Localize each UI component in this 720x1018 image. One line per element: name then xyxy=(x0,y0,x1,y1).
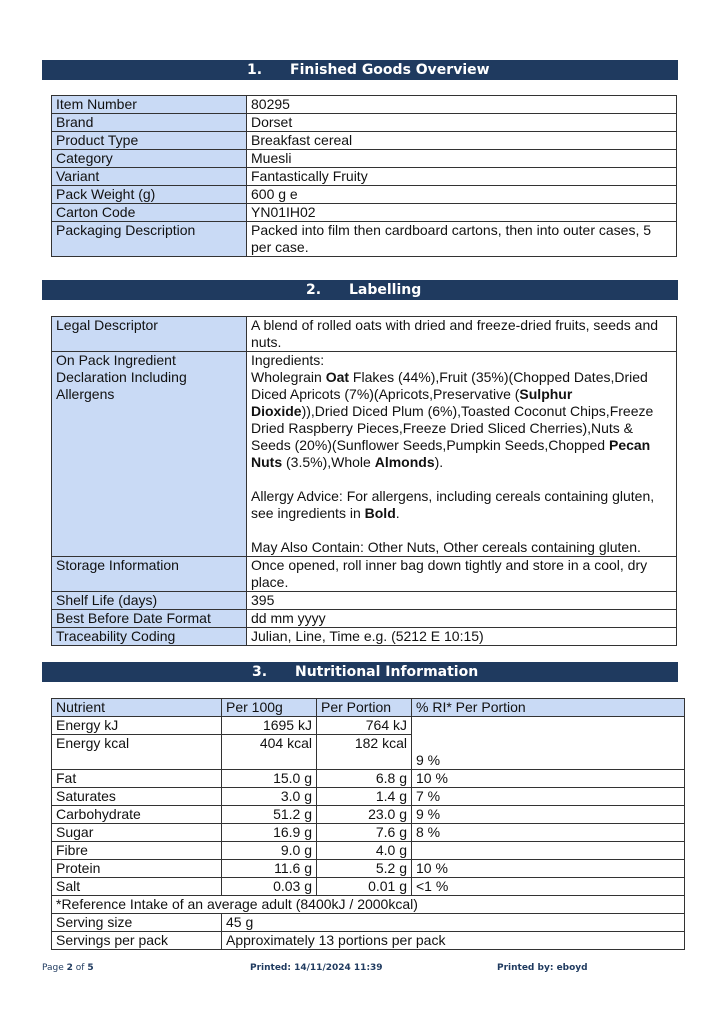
table-header-row xyxy=(52,699,685,717)
ri-value: 9 % xyxy=(412,806,685,824)
total-pages: 5 xyxy=(87,963,94,973)
current-page: 2 xyxy=(66,963,73,973)
table-row xyxy=(52,932,685,950)
ingredient-text: )),Dried Diced Plum (6%),Toasted Coconut Chips,Freeze Dried Raspberry Pieces,Freeze Dried Sliced Cherries),Nuts & Seeds (20%)(Sunflower Seeds,Pumpkin Seeds,Chopped xyxy=(251,403,654,453)
table-row xyxy=(52,806,685,824)
nutrient-name: Sugar xyxy=(52,824,222,842)
page-prefix: Page xyxy=(42,963,67,973)
best-before-label: Best Before Date Format xyxy=(52,610,247,628)
table-row xyxy=(52,114,677,132)
printed-date xyxy=(250,963,383,973)
packaging-value: Packed into film then cardboard cartons, then into outer cases, 5 per case. xyxy=(247,222,677,257)
packaging-label: Packaging Description xyxy=(52,222,247,257)
section-number: 2. xyxy=(306,282,322,298)
table-row xyxy=(52,186,677,204)
section-title: Finished Goods Overview xyxy=(290,62,490,78)
per-100g-value: 16.9 g xyxy=(222,824,317,842)
per-portion-value: 6.8 g xyxy=(317,770,412,788)
per-portion-value: 764 kJ xyxy=(317,717,412,735)
category-label: Category xyxy=(52,150,247,168)
section-number: 1. xyxy=(247,62,263,78)
serving-size-value: 45 g xyxy=(222,914,685,932)
table-row xyxy=(52,788,685,806)
nutrient-name: Protein xyxy=(52,860,222,878)
ingredient-text: Flakes (44%),Fruit (35%)(Chopped Dates,Dried Diced Apricots (7%)(Apricots,Preservative ( xyxy=(251,369,648,402)
shelf-life-label: Shelf Life (days) xyxy=(52,592,247,610)
printed-value: 14/11/2024 11:39 xyxy=(294,963,383,973)
product-type-value: Breakfast cereal xyxy=(247,132,677,150)
per-100g-value: 1695 kJ xyxy=(222,717,317,735)
section-header-overview xyxy=(42,60,678,80)
ingredient-text: Wholegrain xyxy=(251,369,326,385)
column-header: Per 100g xyxy=(222,699,317,717)
section-title: Nutritional Information xyxy=(295,664,479,680)
reference-intake-note: *Reference Intake of an average adult (8400kJ / 2000kcal) xyxy=(52,896,685,914)
printed-by-value: eboyd xyxy=(556,963,588,973)
brand-value: Dorset xyxy=(247,114,677,132)
nutrient-name: Saturates xyxy=(52,788,222,806)
shelf-life-value: 395 xyxy=(247,592,677,610)
nutrient-name: Energy kJ xyxy=(52,717,222,735)
table-row xyxy=(52,610,677,628)
table-row xyxy=(52,168,677,186)
may-contain-text: May Also Contain: Other Nuts, Other cereals containing gluten. xyxy=(251,539,641,555)
product-type-label: Product Type xyxy=(52,132,247,150)
page-of: of xyxy=(72,963,88,973)
ri-value: 10 % xyxy=(412,860,685,878)
nutrient-name: Carbohydrate xyxy=(52,806,222,824)
allergen-text: Sulphur Dioxide xyxy=(251,386,573,419)
per-portion-value: 5.2 g xyxy=(317,860,412,878)
table-row xyxy=(52,352,677,557)
ri-value: 7 % xyxy=(412,788,685,806)
column-header: Per Portion xyxy=(317,699,412,717)
legal-descriptor-label: Legal Descriptor xyxy=(52,317,247,352)
per-100g-value: 3.0 g xyxy=(222,788,317,806)
table-row xyxy=(52,878,685,896)
overview-table xyxy=(51,95,677,257)
pack-weight-value: 600 g e xyxy=(247,186,677,204)
ri-value: <1 % xyxy=(412,878,685,896)
nutrient-name: Salt xyxy=(52,878,222,896)
ingredient-text: ). xyxy=(434,454,444,470)
table-row xyxy=(52,150,677,168)
per-100g-value: 0.03 g xyxy=(222,878,317,896)
allergy-bold-text: Bold xyxy=(364,505,396,521)
table-row xyxy=(52,842,685,860)
column-header: Nutrient xyxy=(52,699,222,717)
storage-label: Storage Information xyxy=(52,557,247,592)
table-row xyxy=(52,896,685,914)
table-row xyxy=(52,557,677,592)
ingredient-declaration-label: On Pack Ingredient Declaration Including Allergens xyxy=(52,352,247,557)
page-number xyxy=(42,963,94,973)
variant-label: Variant xyxy=(52,168,247,186)
item-number-label: Item Number xyxy=(52,96,247,114)
table-row xyxy=(52,717,685,735)
table-row xyxy=(52,204,677,222)
best-before-value: dd mm yyyy xyxy=(247,610,677,628)
allergen-text: Oat xyxy=(325,369,350,385)
table-row xyxy=(52,132,677,150)
allergy-text: Allergy Advice: For allergens, including cereals containing gluten, see ingredients in xyxy=(251,488,655,521)
per-portion-value: 4.0 g xyxy=(317,842,412,860)
table-row xyxy=(52,628,677,646)
traceability-value: Julian, Line, Time e.g. (5212 E 10:15) xyxy=(247,628,677,646)
section-title: Labelling xyxy=(349,282,422,298)
carton-code-label: Carton Code xyxy=(52,204,247,222)
nutrient-name: Fibre xyxy=(52,842,222,860)
table-row xyxy=(52,860,685,878)
printed-by xyxy=(497,963,588,973)
section-header-nutrition xyxy=(42,662,678,682)
per-portion-value: 7.6 g xyxy=(317,824,412,842)
nutrient-name: Fat xyxy=(52,770,222,788)
ri-value: 9 % xyxy=(412,717,685,770)
table-row xyxy=(52,770,685,788)
carton-code-value: YN01IH02 xyxy=(247,204,677,222)
serving-size-label: Serving size xyxy=(52,914,222,932)
allergy-advice xyxy=(251,488,672,522)
printed-by-label: Printed by: xyxy=(497,963,557,973)
brand-label: Brand xyxy=(52,114,247,132)
table-row xyxy=(52,914,685,932)
ingredient-declaration-value xyxy=(247,352,677,557)
ingredients-heading: Ingredients: xyxy=(251,352,325,368)
per-100g-value: 51.2 g xyxy=(222,806,317,824)
nutrition-table xyxy=(51,698,685,950)
pack-weight-label: Pack Weight (g) xyxy=(52,186,247,204)
ri-value xyxy=(412,842,685,860)
table-row xyxy=(52,824,685,842)
table-row xyxy=(52,96,677,114)
table-row xyxy=(52,592,677,610)
item-number-value: 80295 xyxy=(247,96,677,114)
ri-value: 10 % xyxy=(412,770,685,788)
traceability-label: Traceability Coding xyxy=(52,628,247,646)
per-100g-value: 15.0 g xyxy=(222,770,317,788)
section-number: 3. xyxy=(252,664,268,680)
servings-per-pack-label: Servings per pack xyxy=(52,932,222,950)
per-100g-value: 9.0 g xyxy=(222,842,317,860)
per-portion-value: 1.4 g xyxy=(317,788,412,806)
allergen-text: Almonds xyxy=(374,454,435,470)
storage-value: Once opened, roll inner bag down tightly and store in a cool, dry place. xyxy=(247,557,677,592)
per-100g-value: 404 kcal xyxy=(222,735,317,770)
ri-value: 8 % xyxy=(412,824,685,842)
servings-per-pack-value: Approximately 13 portions per pack xyxy=(222,932,685,950)
per-portion-value: 182 kcal xyxy=(317,735,412,770)
nutrient-name: Energy kcal xyxy=(52,735,222,770)
ingredients-text xyxy=(251,369,672,471)
per-portion-value: 0.01 g xyxy=(317,878,412,896)
ingredient-text: (3.5%),Whole xyxy=(282,454,375,470)
table-row xyxy=(52,222,677,257)
labelling-table xyxy=(51,316,677,646)
column-header: % RI* Per Portion xyxy=(412,699,685,717)
variant-value: Fantastically Fruity xyxy=(247,168,677,186)
section-header-labelling xyxy=(42,280,678,300)
category-value: Muesli xyxy=(247,150,677,168)
per-portion-value: 23.0 g xyxy=(317,806,412,824)
table-row xyxy=(52,317,677,352)
allergy-text: . xyxy=(395,505,400,521)
legal-descriptor-value: A blend of rolled oats with dried and freeze-dried fruits, seeds and nuts. xyxy=(247,317,677,352)
per-100g-value: 11.6 g xyxy=(222,860,317,878)
printed-label: Printed: xyxy=(250,963,295,973)
allergen-text: Pecan Nuts xyxy=(251,437,651,470)
